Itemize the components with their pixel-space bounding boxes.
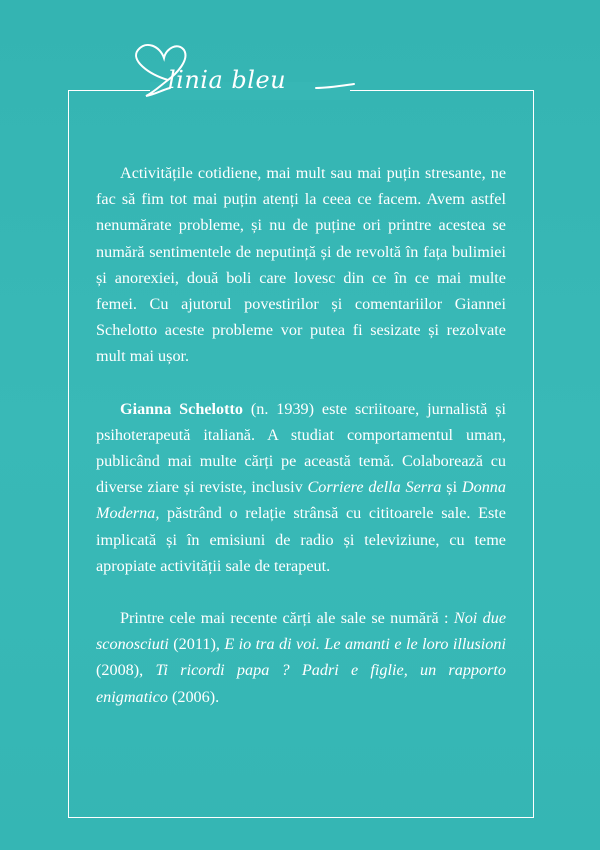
logo-wordmark: linia bleu [168,66,287,94]
author-bio-paragraph: Gianna Schelotto (n. 1939) este scriitoare, jurnalistă și psihoterapeută italiană. A studiat comportamentul uman, publicând mai multe cărți pe această temă. Colaborează cu diverse ziare și reviste, inclusiv Corriere della Serra și Donna Moderna, păstrând o relație strânsă cu cititoarele sale. Este implicată și în emisiuni de radio și televiziune, cu teme apropiate activității sale de terapeut. [96,399,507,575]
books-paragraph: Printre cele mai recente cărți ale sale se numără : Noi due sconosciuti (2011), E io tra di voi. Le amanti e le loro illusioni (2008), Ti ricordi papa ? Padri e figlie, un rapporto enigmatico (2006). [96,609,507,706]
back-cover-text [96,160,506,736]
magazine-title: Corriere della Serra [307,478,442,497]
magazine-title: Donna Moderna, [96,478,506,523]
book-title: E io tra di voi. Le amanti e le loro illusioni [224,635,506,654]
author-name: Gianna Schelotto [120,399,243,418]
description-paragraph: Activitățile cotidiene, mai mult sau mai puțin stresante, ne fac să fim tot mai puțin atenți la ceea ce facem. Avem astfel nenumărate probleme, și nu de puține ori printre acestea se numără sentimentele de neputință și de revoltă în fața bulimiei și anorexiei, două boli care lovesc din ce în ce mai multe femei. Cu ajutorul povestirilor și comentariilor Giannei Schelotto aceste probleme vor putea fi sesizate și rezolvate mult mai ușor. [96,164,506,366]
book-title: Ti ricordi papa ? Padri e figlie, un rapporto enigmatico [96,661,506,706]
book-title: Noi due sconosciuti [96,609,507,654]
